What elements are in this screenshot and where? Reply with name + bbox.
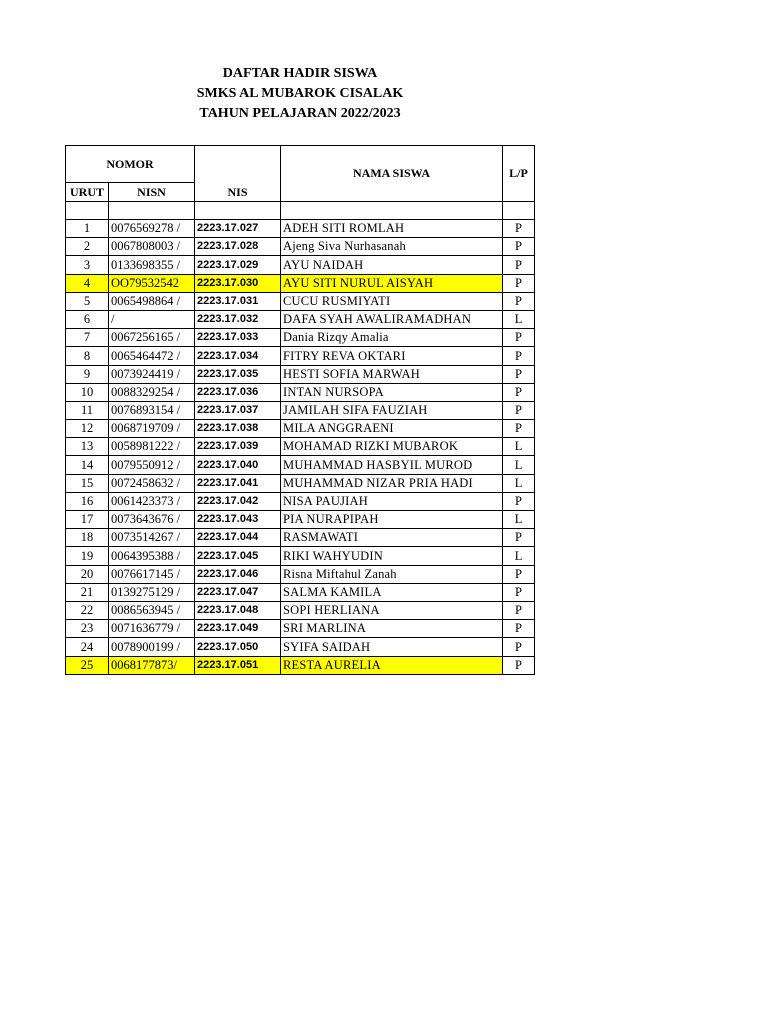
title-line-2: SMKS AL MUBAROK CISALAK xyxy=(196,86,404,101)
table-row xyxy=(66,529,535,547)
cell-lp: P xyxy=(503,329,535,347)
blank-cell xyxy=(195,202,281,220)
cell-nis: 2223.17.034 xyxy=(195,347,281,365)
cell-nisn: 0088329254 / xyxy=(109,383,195,401)
cell-lp: P xyxy=(503,656,535,674)
cell-nisn: 0073924419 / xyxy=(109,365,195,383)
cell-urut: 19 xyxy=(66,547,109,565)
cell-nama-siswa: Risna Miftahul Zanah xyxy=(281,565,503,583)
header-nomor: NOMOR xyxy=(66,146,195,183)
table-row xyxy=(66,347,535,365)
cell-nis: 2223.17.050 xyxy=(195,638,281,656)
cell-urut: 18 xyxy=(66,529,109,547)
blank-cell xyxy=(66,202,109,220)
cell-nama-siswa: ADEH SITI ROMLAH xyxy=(281,220,503,238)
cell-lp: P xyxy=(503,492,535,510)
cell-lp: L xyxy=(503,310,535,328)
cell-urut: 15 xyxy=(66,474,109,492)
cell-nis: 2223.17.049 xyxy=(195,620,281,638)
document-title xyxy=(0,64,600,124)
cell-nis: 2223.17.027 xyxy=(195,220,281,238)
cell-nisn: 0133698355 / xyxy=(109,256,195,274)
cell-lp: P xyxy=(503,274,535,292)
cell-lp: P xyxy=(503,383,535,401)
cell-nis: 2223.17.047 xyxy=(195,583,281,601)
cell-nama-siswa: MUHAMMAD HASBYIL MUROD xyxy=(281,456,503,474)
table-row xyxy=(66,420,535,438)
cell-nama-siswa: Ajeng Siva Nurhasanah xyxy=(281,238,503,256)
cell-nama-siswa: NISA PAUJIAH xyxy=(281,492,503,510)
cell-urut: 8 xyxy=(66,347,109,365)
header-lp: L/P xyxy=(503,146,535,202)
cell-nama-siswa: RIKI WAHYUDIN xyxy=(281,547,503,565)
cell-urut: 10 xyxy=(66,383,109,401)
cell-urut: 22 xyxy=(66,601,109,619)
cell-nis: 2223.17.051 xyxy=(195,656,281,674)
cell-nama-siswa: MOHAMAD RIZKI MUBAROK xyxy=(281,438,503,456)
cell-nis: 2223.17.040 xyxy=(195,456,281,474)
cell-urut: 23 xyxy=(66,620,109,638)
cell-nisn: 0072458632 / xyxy=(109,474,195,492)
table-row xyxy=(66,310,535,328)
cell-nisn: 0065464472 / xyxy=(109,347,195,365)
cell-lp: P xyxy=(503,401,535,419)
cell-nis: 2223.17.031 xyxy=(195,292,281,310)
cell-urut: 1 xyxy=(66,220,109,238)
cell-lp: L xyxy=(503,511,535,529)
cell-urut: 12 xyxy=(66,420,109,438)
cell-lp: P xyxy=(503,347,535,365)
title-line-1: DAFTAR HADIR SISWA xyxy=(222,66,378,81)
table-row xyxy=(66,547,535,565)
cell-nama-siswa: AYU NAIDAH xyxy=(281,256,503,274)
cell-nisn: 0078900199 / xyxy=(109,638,195,656)
cell-nama-siswa: SOPI HERLIANA xyxy=(281,601,503,619)
cell-lp: L xyxy=(503,474,535,492)
cell-nisn: 0086563945 / xyxy=(109,601,195,619)
cell-nisn: 0139275129 / xyxy=(109,583,195,601)
table-row xyxy=(66,565,535,583)
cell-nisn: 0061423373 / xyxy=(109,492,195,510)
cell-lp: P xyxy=(503,238,535,256)
cell-nisn: 0071636779 / xyxy=(109,620,195,638)
table-row xyxy=(66,438,535,456)
cell-nisn: 0073643676 / xyxy=(109,511,195,529)
cell-lp: L xyxy=(503,456,535,474)
cell-nama-siswa: JAMILAH SIFA FAUZIAH xyxy=(281,401,503,419)
table-row xyxy=(66,329,535,347)
cell-nis: 2223.17.032 xyxy=(195,310,281,328)
cell-nisn: 0076569278 / xyxy=(109,220,195,238)
cell-urut: 21 xyxy=(66,583,109,601)
title-line-3: TAHUN PELAJARAN 2022/2023 xyxy=(199,106,401,121)
cell-lp: P xyxy=(503,220,535,238)
cell-nisn: 0058981222 / xyxy=(109,438,195,456)
header-nisn: NISN xyxy=(109,183,195,202)
cell-nisn: 0067808003 / xyxy=(109,238,195,256)
cell-nis: 2223.17.045 xyxy=(195,547,281,565)
cell-nisn: / xyxy=(109,310,195,328)
cell-lp: P xyxy=(503,256,535,274)
table-row xyxy=(66,292,535,310)
table-row xyxy=(66,620,535,638)
cell-nis: 2223.17.039 xyxy=(195,438,281,456)
cell-nama-siswa: SRI MARLINA xyxy=(281,620,503,638)
cell-nis: 2223.17.043 xyxy=(195,511,281,529)
cell-urut: 9 xyxy=(66,365,109,383)
cell-lp: P xyxy=(503,529,535,547)
cell-urut: 14 xyxy=(66,456,109,474)
cell-urut: 5 xyxy=(66,292,109,310)
cell-nama-siswa: DAFA SYAH AWALIRAMADHAN xyxy=(281,310,503,328)
header-nis: NIS xyxy=(195,146,281,202)
table-row xyxy=(66,583,535,601)
cell-nama-siswa: MILA ANGGRAENI xyxy=(281,420,503,438)
cell-urut: 2 xyxy=(66,238,109,256)
cell-nama-siswa: FITRY REVA OKTARI xyxy=(281,347,503,365)
table-row xyxy=(66,656,535,674)
table-row xyxy=(66,401,535,419)
cell-nisn: OO79532542 xyxy=(109,274,195,292)
header-row-top xyxy=(66,146,535,183)
cell-urut: 20 xyxy=(66,565,109,583)
cell-nama-siswa: AYU SITI NURUL AISYAH xyxy=(281,274,503,292)
table-row xyxy=(66,492,535,510)
cell-lp: P xyxy=(503,565,535,583)
cell-nis: 2223.17.042 xyxy=(195,492,281,510)
table-row xyxy=(66,220,535,238)
cell-nis: 2223.17.037 xyxy=(195,401,281,419)
cell-nama-siswa: SYIFA SAIDAH xyxy=(281,638,503,656)
cell-lp: P xyxy=(503,292,535,310)
cell-urut: 7 xyxy=(66,329,109,347)
cell-nama-siswa: RESTA AURELIA xyxy=(281,656,503,674)
header-urut: URUT xyxy=(66,183,109,202)
table-row xyxy=(66,456,535,474)
cell-nama-siswa: MUHAMMAD NIZAR PRIA HADI xyxy=(281,474,503,492)
cell-nisn: 0067256165 / xyxy=(109,329,195,347)
cell-nama-siswa: Dania Rizqy Amalia xyxy=(281,329,503,347)
attendance-table xyxy=(65,145,535,675)
blank-cell xyxy=(503,202,535,220)
cell-nisn: 0076617145 / xyxy=(109,565,195,583)
cell-urut: 13 xyxy=(66,438,109,456)
cell-nis: 2223.17.028 xyxy=(195,238,281,256)
cell-urut: 17 xyxy=(66,511,109,529)
cell-lp: P xyxy=(503,638,535,656)
cell-nama-siswa: RASMAWATI xyxy=(281,529,503,547)
cell-nis: 2223.17.035 xyxy=(195,365,281,383)
cell-nis: 2223.17.046 xyxy=(195,565,281,583)
cell-nama-siswa: INTAN NURSOPA xyxy=(281,383,503,401)
cell-lp: P xyxy=(503,420,535,438)
cell-nama-siswa: CUCU RUSMIYATI xyxy=(281,292,503,310)
cell-urut: 24 xyxy=(66,638,109,656)
cell-nis: 2223.17.029 xyxy=(195,256,281,274)
table-row xyxy=(66,474,535,492)
table-row xyxy=(66,601,535,619)
cell-urut: 25 xyxy=(66,656,109,674)
cell-nisn: 0068177873/ xyxy=(109,656,195,674)
cell-lp: L xyxy=(503,547,535,565)
table-row xyxy=(66,511,535,529)
cell-nis: 2223.17.036 xyxy=(195,383,281,401)
cell-nisn: 0068719709 / xyxy=(109,420,195,438)
cell-nis: 2223.17.038 xyxy=(195,420,281,438)
cell-nisn: 0065498864 / xyxy=(109,292,195,310)
cell-lp: P xyxy=(503,583,535,601)
header-nama-siswa: NAMA SISWA xyxy=(281,146,503,202)
cell-urut: 4 xyxy=(66,274,109,292)
table-row xyxy=(66,274,535,292)
table-row xyxy=(66,365,535,383)
cell-nis: 2223.17.041 xyxy=(195,474,281,492)
cell-nis: 2223.17.048 xyxy=(195,601,281,619)
cell-nama-siswa: HESTI SOFIA MARWAH xyxy=(281,365,503,383)
table-row xyxy=(66,256,535,274)
blank-cell xyxy=(281,202,503,220)
table-row xyxy=(66,383,535,401)
blank-row xyxy=(66,202,535,220)
cell-lp: P xyxy=(503,365,535,383)
cell-nis: 2223.17.030 xyxy=(195,274,281,292)
cell-nisn: 0079550912 / xyxy=(109,456,195,474)
table-row xyxy=(66,238,535,256)
cell-urut: 11 xyxy=(66,401,109,419)
cell-nis: 2223.17.033 xyxy=(195,329,281,347)
cell-nisn: 0076893154 / xyxy=(109,401,195,419)
cell-lp: L xyxy=(503,438,535,456)
cell-nama-siswa: SALMA KAMILA xyxy=(281,583,503,601)
cell-lp: P xyxy=(503,601,535,619)
cell-urut: 3 xyxy=(66,256,109,274)
cell-nisn: 0064395388 / xyxy=(109,547,195,565)
table-row xyxy=(66,638,535,656)
cell-nisn: 0073514267 / xyxy=(109,529,195,547)
cell-lp: P xyxy=(503,620,535,638)
cell-nis: 2223.17.044 xyxy=(195,529,281,547)
cell-nama-siswa: PIA NURAPIPAH xyxy=(281,511,503,529)
cell-urut: 6 xyxy=(66,310,109,328)
cell-urut: 16 xyxy=(66,492,109,510)
blank-cell xyxy=(109,202,195,220)
